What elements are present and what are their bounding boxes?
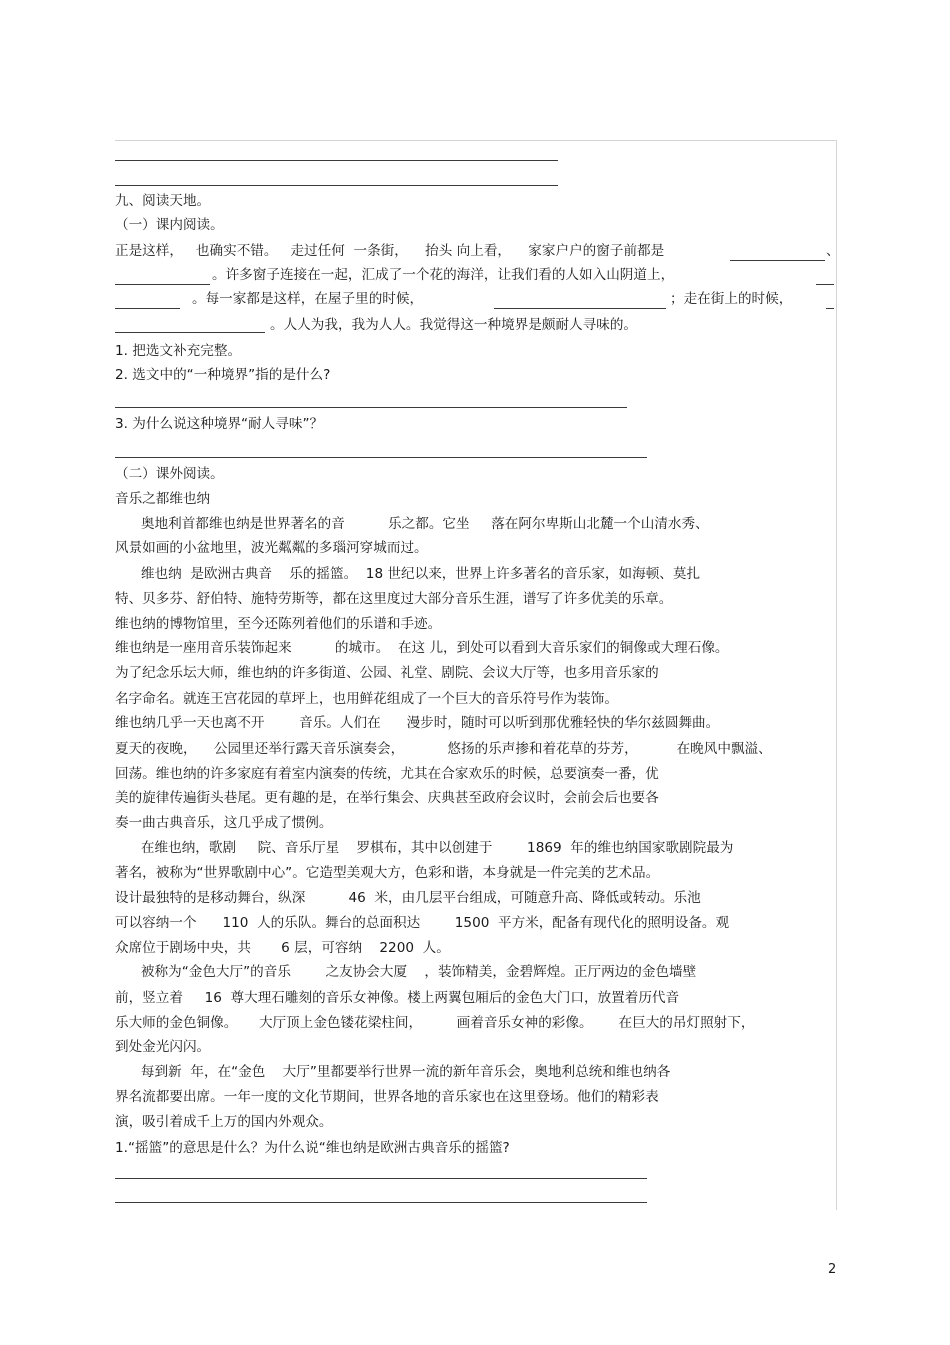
blank-line[interactable] <box>115 284 210 285</box>
article-line: 乐大师的金色铜像。 大厅顶上金色镂花梁柱间， 画着音乐女神的彩像。 在巨大的吊灯照射下， <box>115 1015 755 1031</box>
article-line: 到处金光闪闪。 <box>115 1039 211 1055</box>
answer-line[interactable] <box>115 185 558 186</box>
article-line: 风景如画的小盆地里，波光粼粼的多瑙河穿城而过。 <box>115 540 428 556</box>
article-line: 名字命名。就连王宫花园的草坪上，也用鲜花组成了一个巨大的音乐符号作为装饰。 <box>115 691 618 707</box>
answer-line[interactable] <box>115 407 627 408</box>
article-line: 奏一曲古典音乐，这几乎成了惯例。 <box>115 815 333 831</box>
article-line: 众席位于剧场中央，共 6 层，可容纳 2200 人。 <box>115 940 450 956</box>
article-line: 可以容纳一个 110 人的乐队。舞台的总面积达 1500 平方米，配备有现代化的照明设备。观 <box>115 915 730 931</box>
blank-line[interactable] <box>816 284 834 285</box>
passage-line: 。许多窗子连接在一起，汇成了一个花的海洋，让我们看的人如入山阴道上， <box>212 267 675 283</box>
answer-line[interactable] <box>115 1178 647 1179</box>
passage-comma: 、 <box>826 243 840 259</box>
article-line: 著名，被称为“世界歌剧中心”。它造型美观大方，色彩和谐，本身就是一件完美的艺术品。 <box>115 865 660 881</box>
answer-line[interactable] <box>115 1202 647 1203</box>
answer-line[interactable] <box>115 160 558 161</box>
blank-line[interactable] <box>115 308 180 309</box>
article-line: 每到新 年，在“金色 大厅”里都要举行世界一流的新年音乐会，奥地利总统和维也纳各 <box>115 1064 671 1080</box>
answer-line[interactable] <box>115 457 647 458</box>
article-title: 音乐之都维也纳 <box>115 491 211 507</box>
page-frame-right <box>836 140 837 1210</box>
article-line: 维也纳是一座用音乐装饰起来 的城市。 在这 儿，到处可以看到大音乐家们的铜像或大理石像。 <box>115 640 729 656</box>
question: 3. 为什么说这种境界“耐人寻味”？ <box>115 416 324 432</box>
question: 1. 把选文补充完整。 <box>115 343 242 359</box>
part1-title: （一）课内阅读。 <box>115 217 224 233</box>
blank-line[interactable] <box>494 308 666 309</box>
section-title: 九、阅读天地。 <box>115 193 211 209</box>
article-line: 特、贝多芬、舒伯特、施特劳斯等，都在这里度过大部分音乐生涯，谱写了许多优美的乐章。 <box>115 591 673 607</box>
blank-line[interactable] <box>115 332 265 333</box>
page-frame-top <box>115 140 837 141</box>
blank-line[interactable] <box>730 260 825 261</box>
article-line: 界名流都要出席。一年一度的文化节期间，世界各地的音乐家也在这里登场。他们的精彩表 <box>115 1089 659 1105</box>
article-line: 被称为“金色大厅”的音乐 之友协会大厦 ，装饰精美，金碧辉煌。正厅两边的金色墙壁 <box>115 964 697 980</box>
article-line: 维也纳 是欧洲古典音 乐的摇篮。 18 世纪以来，世界上许多著名的音乐家，如海顿、莫扎 <box>115 566 701 582</box>
page-number: 2 <box>828 1262 837 1277</box>
passage-line: 正是这样， 也确实不错。 走过任何 一条街， 抬头 向上看， 家家户户的窗子前都是 <box>115 243 665 259</box>
article-line: 演，吸引着成千上万的国内外观众。 <box>115 1114 333 1130</box>
passage-line: ；走在街上的时候， <box>670 291 793 307</box>
article-line: 前，竖立着 16 尊大理石雕刻的音乐女神像。楼上两翼包厢后的金色大门口，放置着历代音 <box>115 990 680 1006</box>
part2-title: （二）课外阅读。 <box>115 466 224 482</box>
article-line: 回荡。维也纳的许多家庭有着室内演奏的传统，尤其在合家欢乐的时候，总要演奏一番，优 <box>115 766 659 782</box>
passage-line: 。人人为我，我为人人。我觉得这一种境界是颇耐人寻味的。 <box>270 317 638 333</box>
article-line: 维也纳几乎一天也离不开 音乐。人们在 漫步时，随时可以听到那优雅轻快的华尔兹圆舞曲。 <box>115 715 720 731</box>
article-line: 维也纳的博物馆里，至今还陈列着他们的乐谱和手迹。 <box>115 616 442 632</box>
article-line: 在维也纳，歌剧 院、音乐厅星 罗棋布，其中以创建于 1869 年的维也纳国家歌剧院最为 <box>115 840 734 856</box>
passage-line: 。每一家都是这样，在屋子里的时候， <box>192 291 424 307</box>
article-line: 美的旋律传遍街头巷尾。更有趣的是，在举行集会、庆典甚至政府会议时，会前会后也要各 <box>115 790 659 806</box>
article-line: 设计最独特的是移动舞台，纵深 46 米，由几层平台组成，可随意升高、降低或转动。乐池 <box>115 890 701 906</box>
question: 1.“摇篮”的意思是什么？为什么说“维也纳是欧洲古典音乐的摇篮? <box>115 1140 510 1156</box>
question: 2. 选文中的“一种境界”指的是什么? <box>115 367 331 383</box>
article-line: 夏天的夜晚， 公园里还举行露天音乐演奏会， 悠扬的乐声掺和着花草的芬芳， 在晚风中飘溢、 <box>115 741 772 757</box>
article-line: 奥地利首都维也纳是世界著名的音 乐之都。它坐 落在阿尔卑斯山北麓一个山清水秀、 <box>115 516 709 532</box>
article-line: 为了纪念乐坛大师，维也纳的许多街道、公园、礼堂、剧院、会议大厅等，也多用音乐家的 <box>115 665 659 681</box>
blank-line[interactable] <box>826 308 834 309</box>
